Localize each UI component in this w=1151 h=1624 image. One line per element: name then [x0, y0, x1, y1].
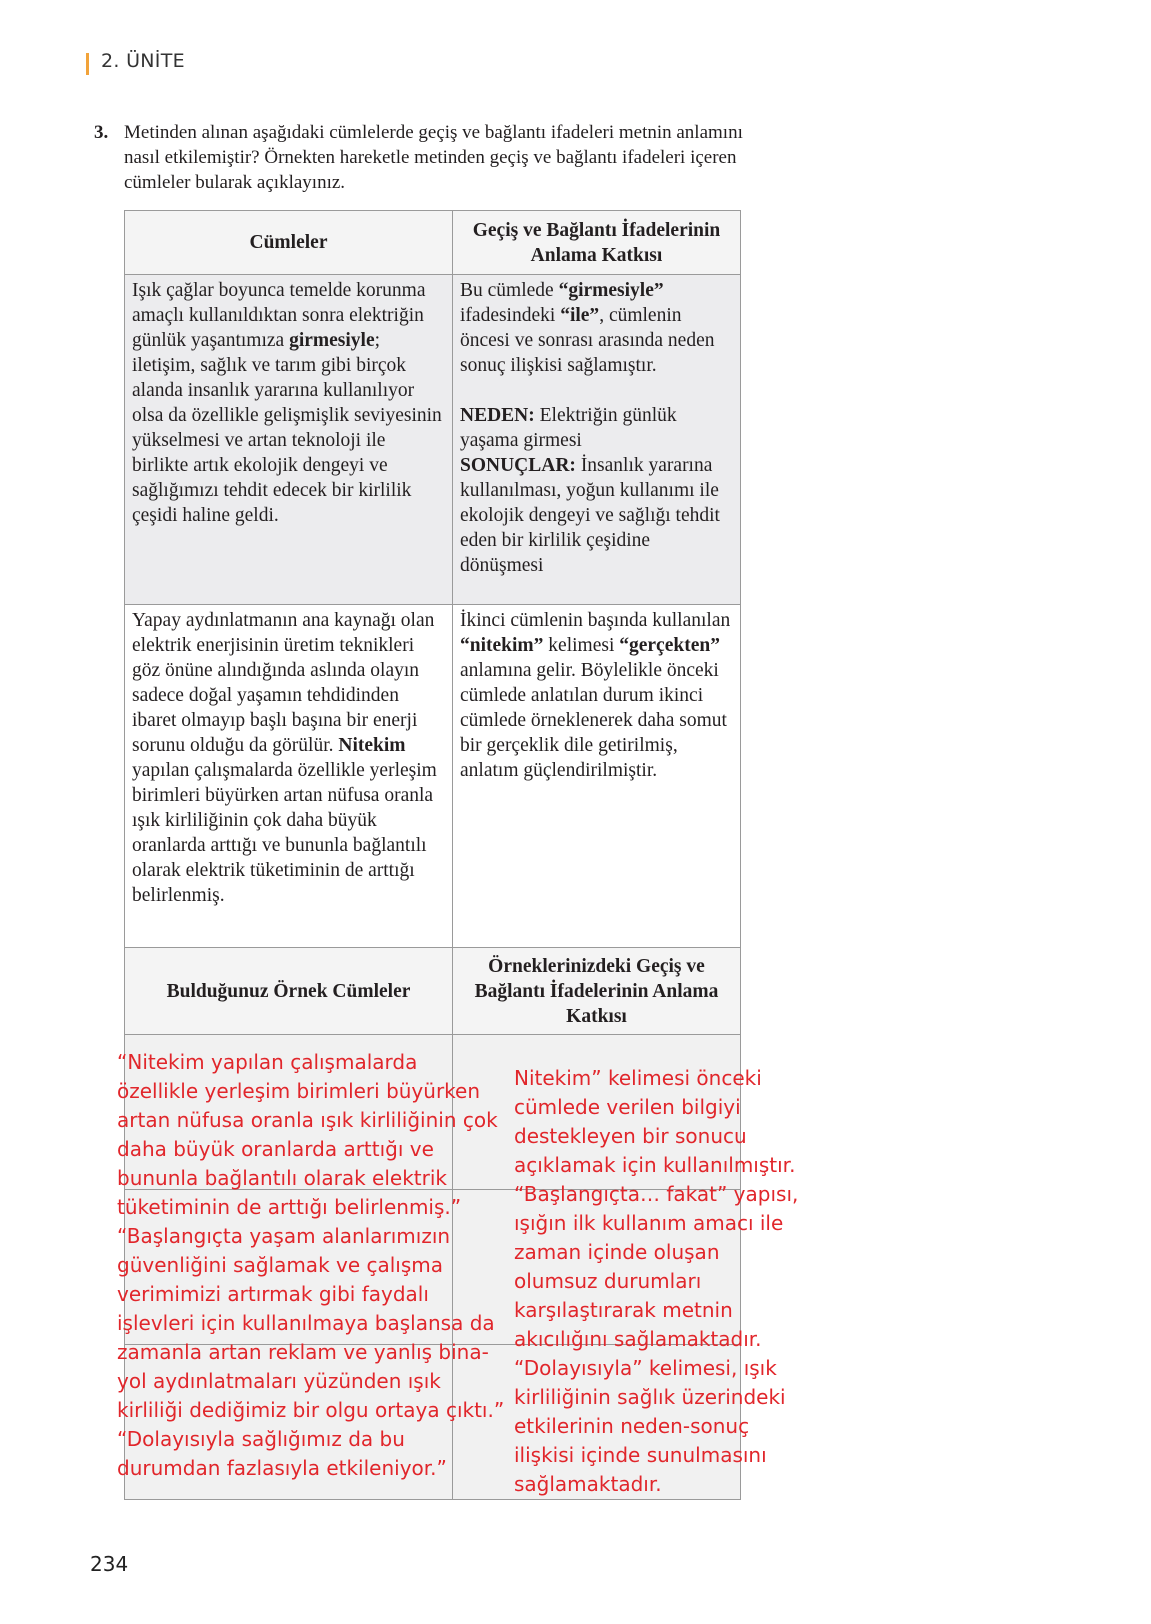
hand-line: zamanla artan reklam ve yanlış bina- [117, 1340, 489, 1364]
keyword-nitekim: Nitekim [338, 735, 406, 756]
hand-line: akıcılığını sağlamaktadır. [514, 1327, 762, 1351]
page-number: 234 [90, 1552, 129, 1576]
hand-line: karşılaştırarak metnin [514, 1298, 733, 1322]
hand-line: daha büyük oranlarda arttığı ve [117, 1137, 434, 1161]
unit-title: 2. ÜNİTE [101, 50, 185, 72]
col-header-contribution: Geçiş ve Bağlantı İfadelerinin Anlama Katkısı [453, 211, 741, 275]
question-number: 3. [94, 122, 109, 143]
handwritten-answers-left [117, 1048, 517, 1483]
hand-line: durumdan fazlasıyla etkileniyor.” [117, 1456, 447, 1480]
row2-sentence: Yapay aydınlatmanın ana kaynağı olan elektrik enerjisinin üretim teknikleri göz önüne alındığında aslında olayın sadece doğal yaşamın tehdidinden ibaret olmayıp başlı başına bir enerji sorunu olduğu da görülür. Nitekim yapılan çalışmalarda özellikle yerleşim birimleri büyürken artan nüfusa oranla ışık kirliliğinin çok daha büyük oranlarda arttığı ve bununla bağlantılı olarak elektrik tüketiminin de arttığı belirlenmiş. [125, 605, 453, 948]
question-block [94, 120, 744, 195]
unit-accent-bar [86, 53, 89, 75]
hand-line: “Başlangıçta… fakat” yapısı, [514, 1182, 799, 1206]
hand-line: “Dolayısıyla sağlığımız da bu [117, 1427, 405, 1451]
row1-sentence: Işık çağlar boyunca temelde korunma amaçlı kullanıldıktan sonra elektriğin günlük yaşantımıza girmesiyle; iletişim, sağlık ve tarım gibi birçok alanda insanlık yararına kullanılıyor olsa da özellikle gelişmişlik seviyesinin yükselmesi ve artan teknoloji ile birlikte artık ekolojik dengeyi ve sağlığımızı tehdit edecek bir kirlilik çeşidi haline geldi. [125, 275, 453, 605]
col-header-found-sentences: Bulduğunuz Örnek Cümleler [125, 948, 453, 1035]
hand-line: güvenliğini sağlamak ve çalışma [117, 1253, 444, 1277]
row1-explanation-intro: Bu cümlede “girmesiyle” ifadesindeki “ile”, cümlenin öncesi ve sonrası arasında neden sonuç ilişkisi sağlamıştır. [460, 280, 715, 376]
hand-line: sağlamaktadır. [514, 1472, 662, 1496]
hand-line: artan nüfusa oranla ışık kirliliğinin çok [117, 1108, 498, 1132]
hand-line: “Başlangıçta yaşam alanlarımızın [117, 1224, 451, 1248]
hand-line: ilişkisi içinde sunulmasını [514, 1443, 767, 1467]
cause-line: NEDEN: Elektriğin günlük yaşama girmesi [460, 405, 677, 451]
handwritten-answers-right [514, 1064, 814, 1499]
hand-line: destekleyen bir sonucu [514, 1124, 747, 1148]
hand-line: Nitekim” kelimesi önceki [514, 1066, 762, 1090]
hand-line: “Dolayısıyla” kelimesi, ışık [514, 1356, 777, 1380]
hand-line: yol aydınlatmaları yüzünden ışık [117, 1369, 441, 1393]
effects-line: SONUÇLAR: İnsanlık yararına kullanılması, yoğun kullanımı ile ekolojik dengeyi ve sağlığı tehdit eden bir kirlilik çeşidine dönüşmesi [460, 455, 720, 576]
col-header-sentences: Cümleler [125, 211, 453, 275]
hand-line: bununla bağlantılı olarak elektrik [117, 1166, 447, 1190]
hand-line: olumsuz durumları [514, 1269, 702, 1293]
question-text: Metinden alınan aşağıdaki cümlelerde geçiş ve bağlantı ifadeleri metnin anlamını nasıl etkilemiştir? Örnekten hareketle metinden geçiş ve bağlantı ifadeleri içeren cümleler bularak açıklayınız. [124, 122, 743, 193]
hand-line: kirliliğinin sağlık üzerindeki [514, 1385, 786, 1409]
keyword-girmesiyle: girmesiyle [289, 330, 375, 351]
row2-explanation: İkinci cümlenin başında kullanılan “nitekim” kelimesi “gerçekten” anlamına gelir. Böylelikle önceki cümlede anlatılan durum ikinci cümlede örneklenerek daha somut bir gerçeklik dile getirilmiş, anlatım güçlendirilmiştir. [453, 605, 741, 948]
hand-line: etkilerinin neden-sonuç [514, 1414, 750, 1438]
hand-line: verimimizi artırmak gibi faydalı [117, 1282, 429, 1306]
row1-explanation [453, 275, 741, 605]
hand-line: ışığın ilk kullanım amacı ile [514, 1211, 784, 1235]
col-header-found-contribution: Örneklerinizdeki Geçiş ve Bağlantı İfadelerinin Anlama Katkısı [453, 948, 741, 1035]
hand-line: kirliliği dediğimiz bir olgu ortaya çıktı.” [117, 1398, 505, 1422]
hand-line: zaman içinde oluşan [514, 1240, 720, 1264]
hand-line: tüketiminin de arttığı belirlenmiş.” [117, 1195, 462, 1219]
hand-line: açıklamak için kullanılmıştır. [514, 1153, 796, 1177]
hand-line: cümlede verilen bilgiyi [514, 1095, 741, 1119]
hand-line: “Nitekim yapılan çalışmalarda [117, 1050, 418, 1074]
hand-line: özellikle yerleşim birimleri büyürken [117, 1079, 481, 1103]
hand-line: işlevleri için kullanılmaya başlansa da [117, 1311, 495, 1335]
